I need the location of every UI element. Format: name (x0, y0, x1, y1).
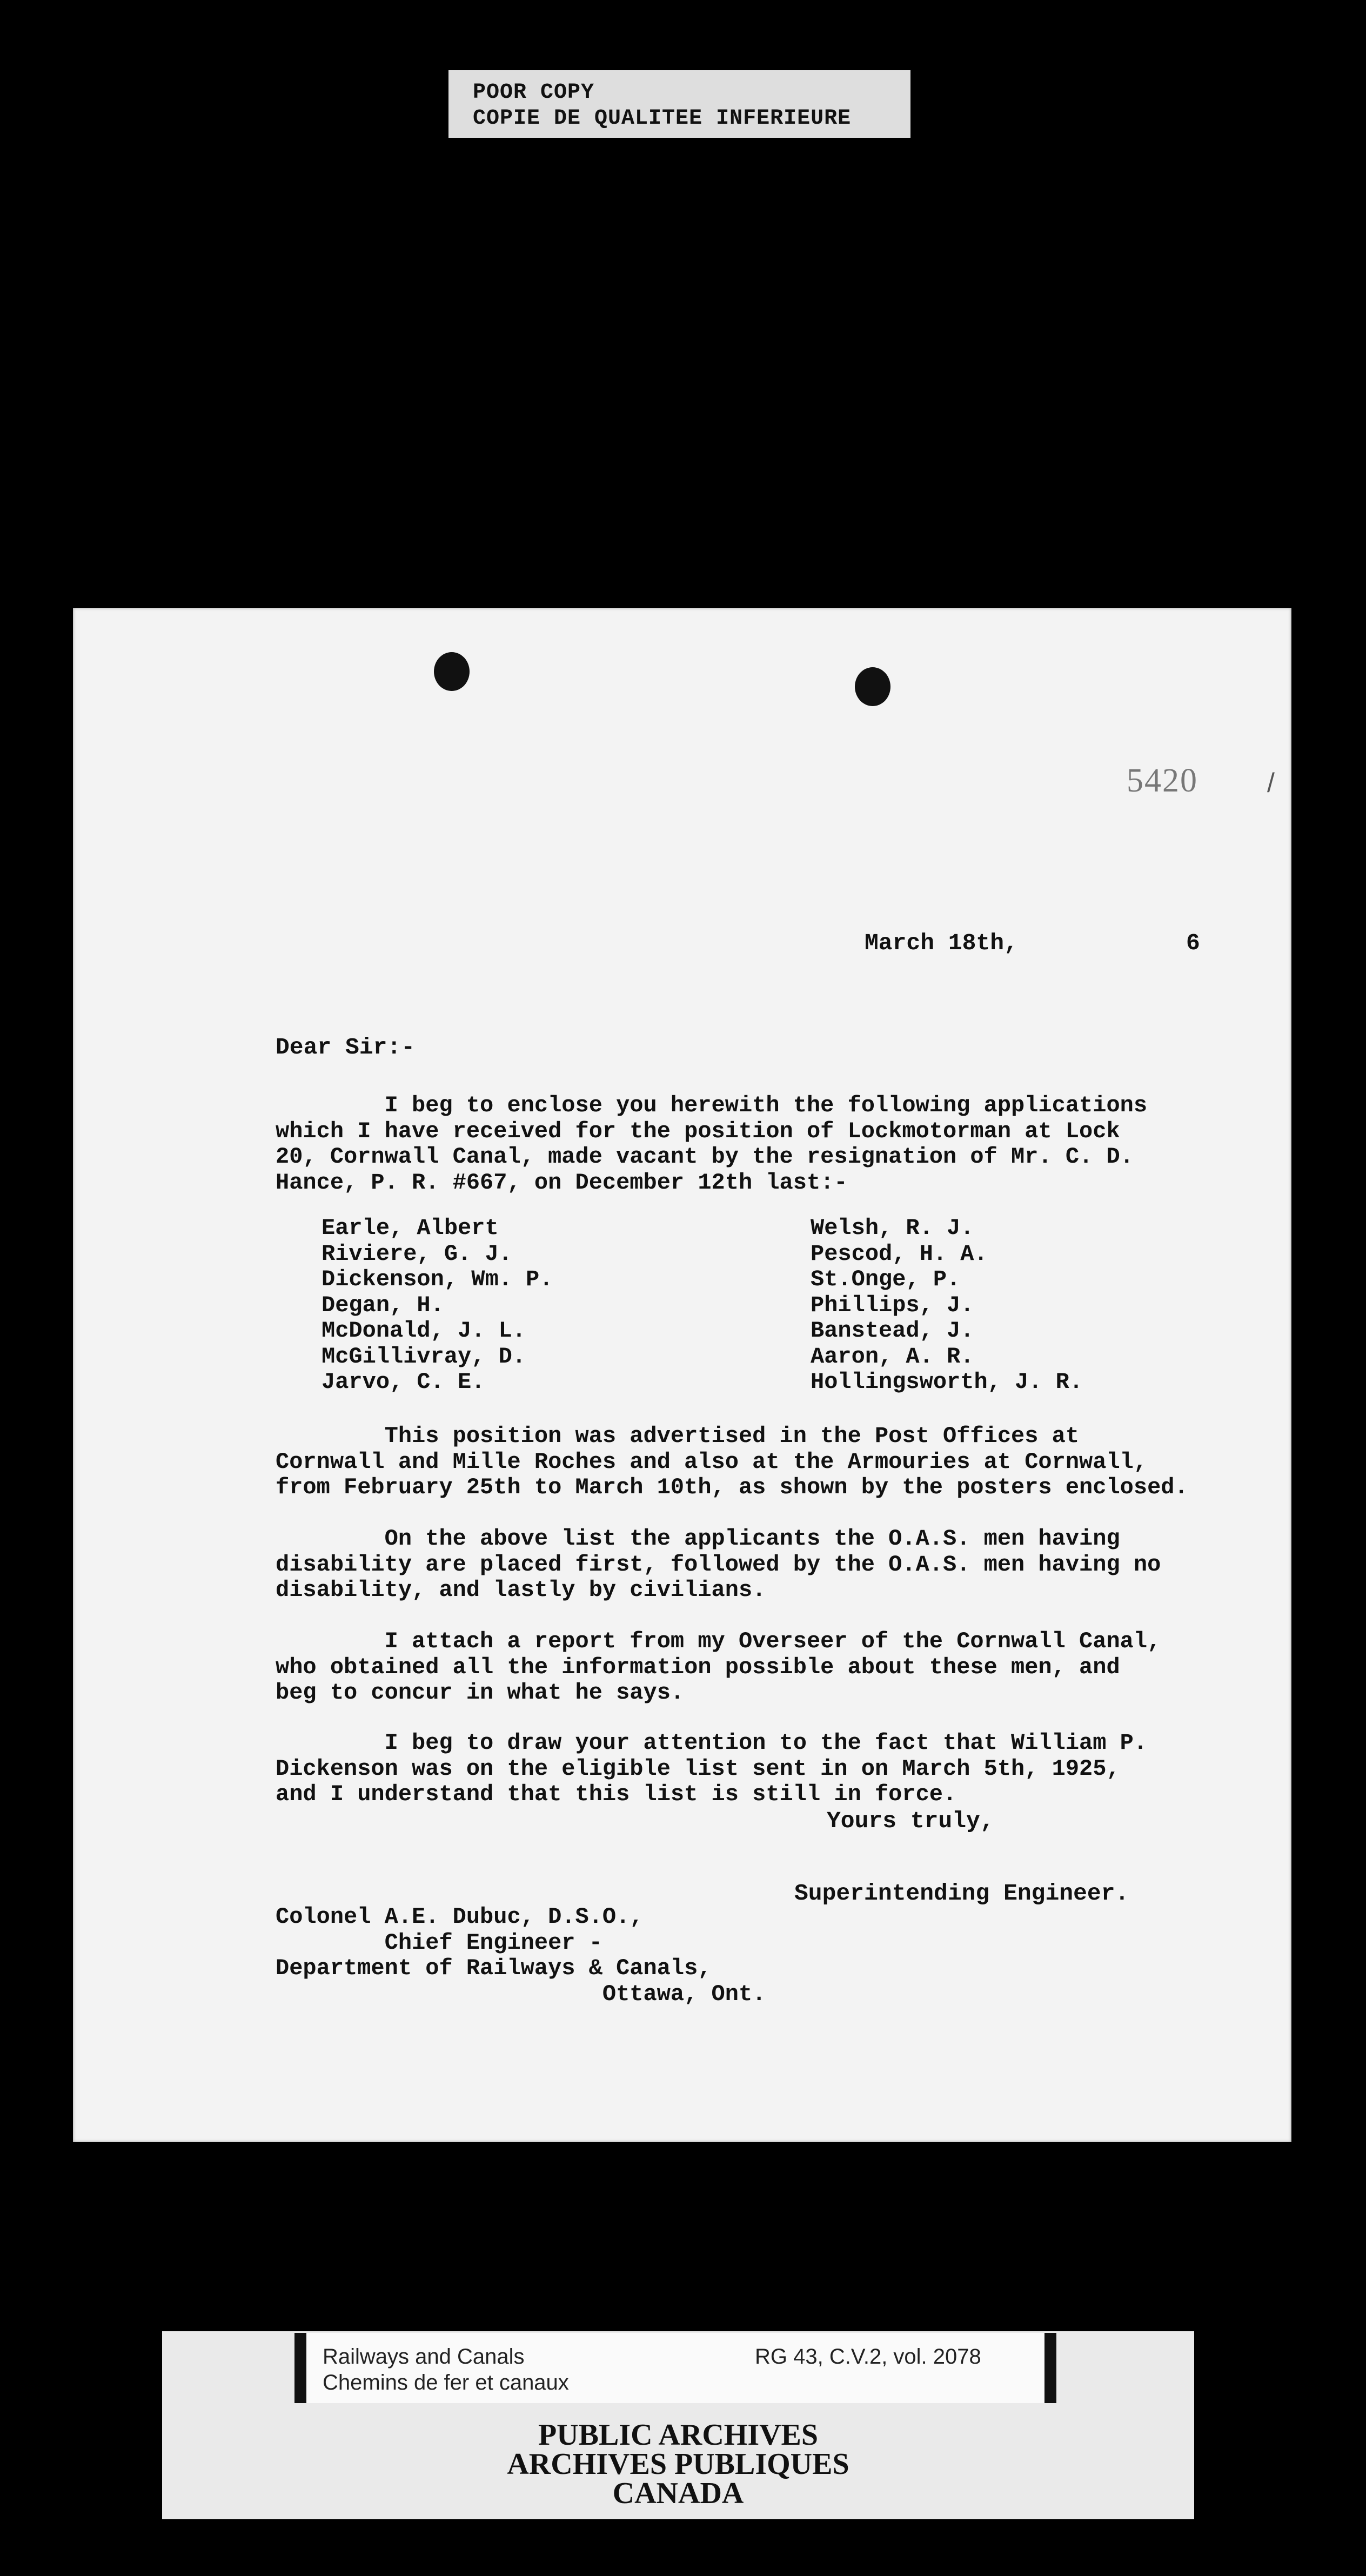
archives-en: PUBLIC ARCHIVES (538, 2418, 819, 2452)
paragraph-eligible-list: I beg to draw your attention to the fact that William P. Dickenson was on the eligible list sent in on March 5th, 1925, and I understand that this list is still in force. (276, 1730, 1148, 1807)
banner-line-fr: COPIE DE QUALITEE INFERIEURE (473, 106, 852, 131)
closing: Yours truly, (827, 1808, 994, 1834)
applicant-name: Hollingsworth, J. R. (811, 1369, 1083, 1395)
letter-date-suffix: 6 (1186, 930, 1200, 956)
applicant-name: McGillivray, D. (322, 1343, 526, 1370)
applicant-name: Degan, H. (322, 1292, 444, 1318)
applicant-name: McDonald, J. L. (322, 1318, 526, 1344)
poor-copy-banner (448, 70, 910, 138)
applicant-name: St.Onge, P. (811, 1266, 961, 1292)
applicants-left-column (322, 1216, 553, 1396)
paragraph-applications: I beg to enclose you herewith the following applications which I have received for the position of Lockmotorman at Lock 20, Cornwall Canal, made vacant by the resignation of Mr. C. D. Hance, P. R. #667, on December 12th last:- (276, 1092, 1148, 1196)
paragraph-report: I attach a report from my Overseer of the Cornwall Canal, who obtained all the information possible about these men, and beg to concur in what he says. (276, 1628, 1161, 1706)
record-label (294, 2333, 1056, 2403)
banner-line-en: POOR COPY (473, 81, 595, 105)
applicant-name: Aaron, A. R. (811, 1343, 974, 1370)
letter-sheet (73, 608, 1291, 2142)
archives-title (162, 2420, 1194, 2508)
department-fr: Chemins de fer et canaux (323, 2371, 569, 2394)
applicant-name: Jarvo, C. E. (322, 1369, 485, 1395)
applicant-name: Welsh, R. J. (811, 1215, 974, 1241)
applicant-name: Pescod, H. A. (811, 1240, 988, 1267)
paragraph-order: On the above list the applicants the O.A.S. men having disability are placed first, followed by the O.A.S. men having no disability, and lastly by civilians. (276, 1526, 1161, 1603)
department-en: Railways and Canals (323, 2345, 525, 2369)
record-reference: RG 43, C.V.2, vol. 2078 (755, 2345, 981, 2369)
letter-date: March 18th, (865, 930, 1018, 956)
applicant-name: Banstead, J. (811, 1318, 974, 1344)
stamp-mark: / (1267, 768, 1275, 798)
addressee-block: Colonel A.E. Dubuc, D.S.O., Chief Engineer - Department of Railways & Canals, Ottawa, Ont. (276, 1904, 766, 2007)
applicant-name: Riviere, G. J. (322, 1240, 512, 1267)
punch-hole-right (855, 667, 890, 706)
applicant-name: Phillips, J. (811, 1292, 974, 1318)
punch-hole-left (434, 652, 470, 691)
file-number-stamp: 5420 (1127, 762, 1198, 799)
archives-fr: ARCHIVES PUBLIQUES (507, 2447, 849, 2481)
applicant-name: Earle, Albert (322, 1215, 499, 1241)
paragraph-advertised: This position was advertised in the Post Offices at Cornwall and Mille Roches and also at the Armouries at Cornwall, from February 25th to March 10th, as shown by the posters enclosed. (276, 1423, 1188, 1500)
salutation: Dear Sir:- (276, 1034, 416, 1061)
applicant-name: Dickenson, Wm. P. (322, 1266, 553, 1292)
applicants-right-column (811, 1216, 1083, 1396)
signature-title: Superintending Engineer. (794, 1880, 1129, 1907)
archives-country: CANADA (612, 2477, 744, 2510)
